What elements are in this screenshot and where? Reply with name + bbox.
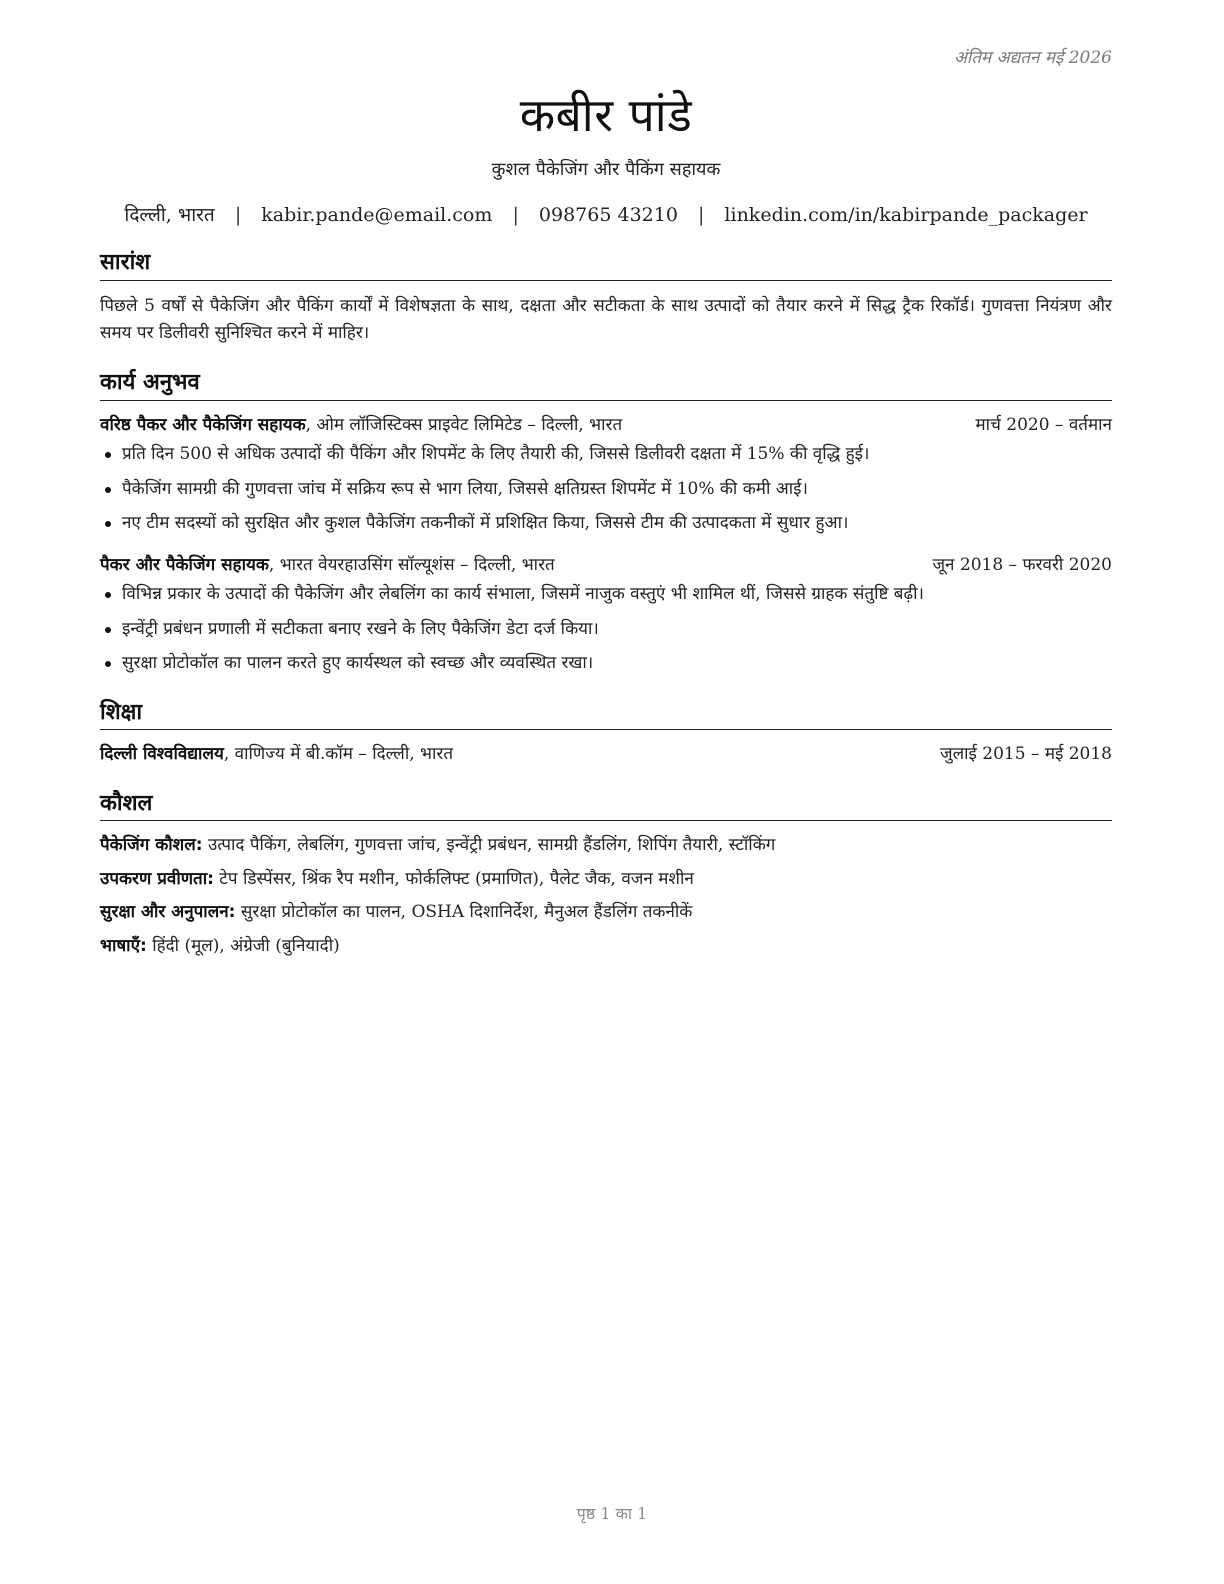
job-role-org: [100, 413, 622, 439]
skill-line: [100, 900, 1112, 926]
skill-value: टेप डिस्पेंसर, श्रिंक रैप मशीन, फोर्कलिफ्ट (प्रमाणित), पैलेट जैक, वजन मशीन: [213, 868, 694, 889]
job-header: [100, 413, 1112, 439]
summary-section: [100, 249, 1112, 347]
contact-phone[interactable]: 098765 43210: [538, 204, 678, 227]
contact-line: [100, 201, 1112, 227]
job-bullet: नए टीम सदस्यों को सुरक्षित और कुशल पैकेजिंग तकनीकों में प्रशिक्षित किया, जिससे टीम की उत्पादकता में सुधार हुआ।: [100, 511, 1112, 537]
skill-label: पैकेजिंग कौशल:: [100, 835, 203, 856]
candidate-name: कबीर पांडे: [519, 88, 693, 142]
skill-label: सुरक्षा और अनुपालन:: [100, 902, 236, 923]
job-bullets: [100, 582, 1112, 677]
job-dates: जून 2018 – फरवरी 2020: [932, 554, 1112, 575]
page-number: पृष्ठ 1 का 1: [576, 1504, 648, 1523]
contact-location: दिल्ली, भारत: [124, 204, 215, 227]
section-title-education: शिक्षा: [100, 699, 1112, 731]
job-role: पैकर और पैकेजिंग सहायक: [100, 554, 269, 575]
skill-line: [100, 867, 1112, 893]
job-org: , भारत वेयरहाउसिंग सॉल्यूशंस – दिल्ली, भारत: [268, 554, 555, 575]
job-dates: मार्च 2020 – वर्तमान: [975, 414, 1112, 435]
job-bullet: विभिन्न प्रकार के उत्पादों की पैकेजिंग और लेबलिंग का कार्य संभाला, जिसमें नाजुक वस्तुएं भी शामिल थीं, जिससे ग्राहक संतुष्टि बढ़ी।: [100, 582, 1112, 608]
contact-separator: |: [512, 204, 519, 227]
education-dates: जुलाई 2015 – मई 2018: [939, 744, 1112, 765]
skill-line: [100, 833, 1112, 859]
education-degree: , वाणिज्य में बी.कॉम – दिल्ली, भारत: [223, 744, 454, 765]
experience-section: [100, 369, 1112, 677]
skill-value: हिंदी (मूल), अंग्रेजी (बुनियादी): [146, 935, 340, 956]
education-school-degree: [100, 742, 453, 768]
education-section: [100, 699, 1112, 768]
job-entry: [100, 413, 1112, 537]
education-entry: [100, 742, 1112, 768]
skill-line: [100, 934, 1112, 960]
summary-text: पिछले 5 वर्षों से पैकेजिंग और पैकिंग कार्यों में विशेषज्ञता के साथ, दक्षता और सटीकता के साथ उत्पादों को तैयार करने में सिद्ध ट्रैक रिकॉर्ड। गुणवत्ता नियंत्रण और समय पर डिलीवरी सुनिश्चित करने में माहिर।: [100, 295, 1112, 343]
job-bullet: सुरक्षा प्रोटोकॉल का पालन करते हुए कार्यस्थल को स्वच्छ और व्यवस्थित रखा।: [100, 651, 1112, 677]
skills-section: [100, 790, 1112, 960]
job-header: [100, 553, 1112, 579]
education-school: दिल्ली विश्वविद्यालय: [100, 744, 224, 765]
job-bullets: [100, 442, 1112, 537]
section-title-summary: सारांश: [100, 249, 1112, 281]
contact-separator: |: [697, 204, 705, 227]
contact-email[interactable]: kabir.pande@email.com: [261, 204, 493, 227]
section-title-skills: कौशल: [100, 790, 1112, 822]
job-org: , ओम लॉजिस्टिक्स प्राइवेट लिमिटेड – दिल्ली, भारत: [305, 414, 623, 435]
contact-separator: |: [234, 204, 242, 227]
job-bullet: इन्वेंट्री प्रबंधन प्रणाली में सटीकता बनाए रखने के लिए पैकेजिंग डेटा दर्ज किया।: [100, 617, 1112, 643]
job-role-org: [100, 553, 555, 579]
skill-label: भाषाएँ:: [100, 935, 147, 956]
job-bullet: प्रति दिन 500 से अधिक उत्पादों की पैकिंग और शिपमेंट के लिए तैयारी की, जिससे डिलीवरी दक्षता में 15% की वृद्धि हुई।: [100, 442, 1112, 468]
skill-value: उत्पाद पैकिंग, लेबलिंग, गुणवत्ता जांच, इन्वेंट्री प्रबंधन, सामग्री हैंडलिंग, शिपिंग तैयारी, स्टॉकिंग: [202, 835, 776, 856]
section-title-experience: कार्य अनुभव: [100, 369, 1112, 401]
job-bullet: पैकेजिंग सामग्री की गुणवत्ता जांच में सक्रिय रूप से भाग लिया, जिससे क्षतिग्रस्त शिपमेंट में 10% की कमी आई।: [100, 477, 1112, 503]
job-entry: [100, 553, 1112, 677]
contact-linkedin[interactable]: linkedin.com/in/kabirpande_packager: [724, 204, 1088, 227]
candidate-tagline: कुशल पैकेजिंग और पैकिंग सहायक: [491, 159, 721, 181]
job-role: वरिष्ठ पैकर और पैकेजिंग सहायक: [100, 414, 306, 435]
last-updated: अंतिम अद्यतन मई 2026: [953, 48, 1112, 68]
skill-label: उपकरण प्रवीणता:: [100, 868, 214, 889]
skill-value: सुरक्षा प्रोटोकॉल का पालन, OSHA दिशानिर्देश, मैनुअल हैंडलिंग तकनीकें: [235, 902, 693, 923]
